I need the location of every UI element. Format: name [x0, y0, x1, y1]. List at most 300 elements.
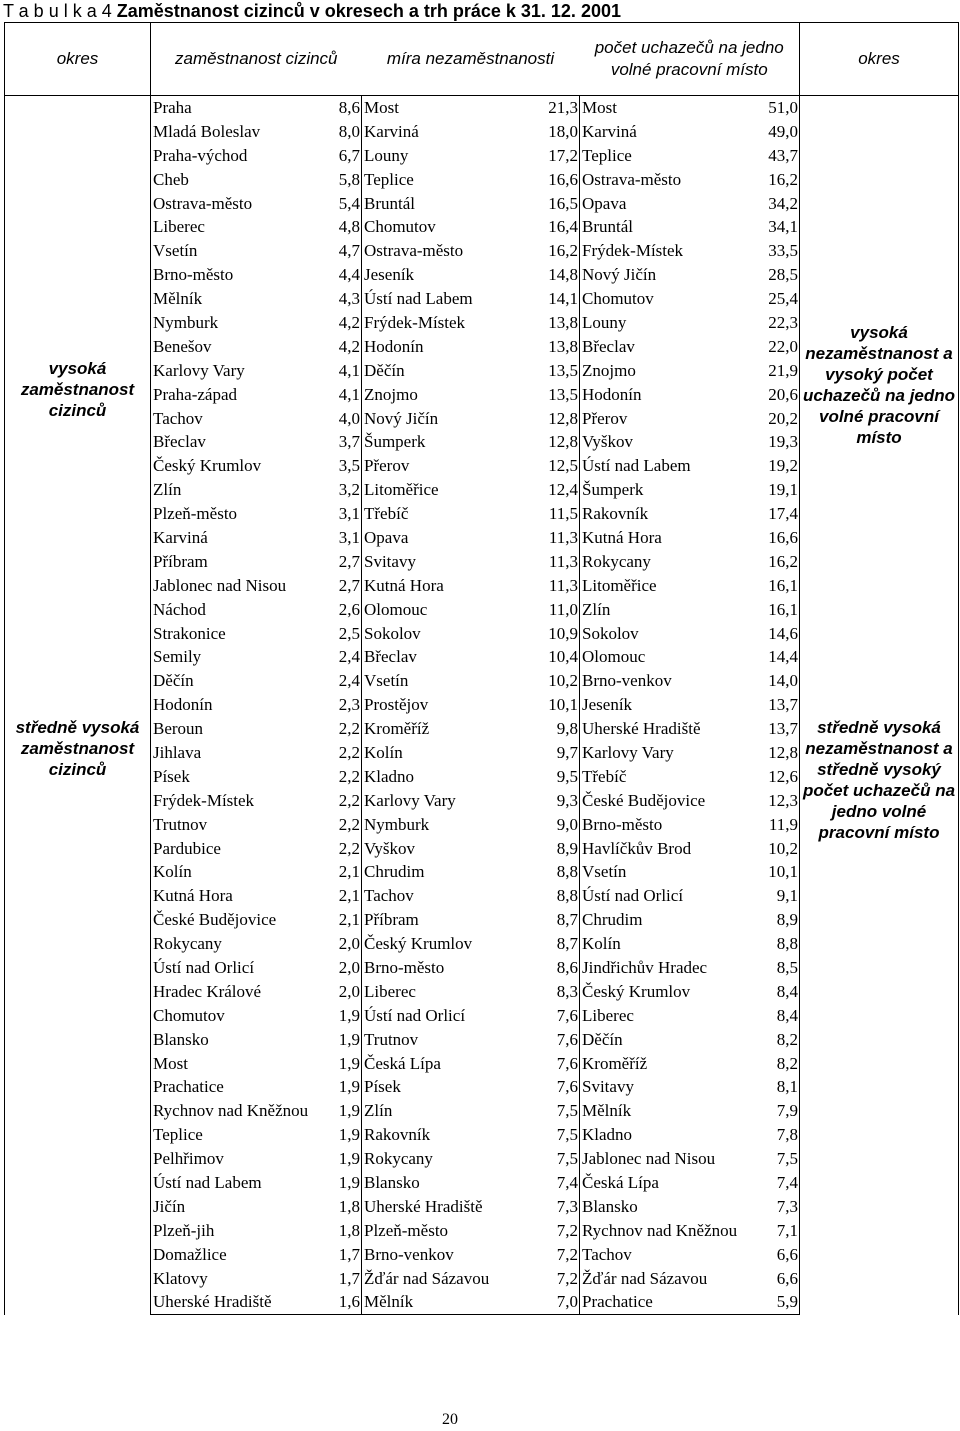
mira-value: 10,1	[544, 693, 580, 717]
pocet-value: 14,4	[762, 645, 800, 669]
okres-name: Tachov	[362, 884, 544, 908]
mira-value: 7,6	[544, 1004, 580, 1028]
mira-value: 16,6	[544, 168, 580, 192]
mira-value: 8,3	[544, 980, 580, 1004]
pocet-value: 7,8	[762, 1123, 800, 1147]
okres-name: Hodonín	[580, 383, 762, 407]
okres-name: Most	[151, 1052, 332, 1076]
okres-name: Příbram	[151, 550, 332, 574]
mira-value: 16,4	[544, 215, 580, 239]
mira-value: 9,0	[544, 813, 580, 837]
okres-name: Prachatice	[151, 1076, 332, 1100]
okres-name: Trutnov	[362, 1028, 544, 1052]
okres-name: Třebíč	[362, 502, 544, 526]
mira-value: 8,7	[544, 908, 580, 932]
okres-name: Sokolov	[580, 622, 762, 646]
okres-name: Semily	[151, 645, 332, 669]
pocet-value: 16,2	[762, 550, 800, 574]
okres-name: Liberec	[362, 980, 544, 1004]
mira-value: 7,5	[544, 1147, 580, 1171]
okres-name: Brno-město	[580, 813, 762, 837]
okres-name: Kroměříž	[362, 717, 544, 741]
pocet-value: 12,8	[762, 741, 800, 765]
pocet-value: 25,4	[762, 287, 800, 311]
mira-value: 7,4	[544, 1171, 580, 1195]
okres-name: Teplice	[151, 1123, 332, 1147]
okres-name: Frýdek-Místek	[580, 239, 762, 263]
okres-name: Mělník	[362, 1291, 544, 1315]
okres-name: Plzeň-jih	[151, 1219, 332, 1243]
zamestnanost-value: 4,2	[332, 311, 362, 335]
okres-name: Jablonec nad Nisou	[151, 574, 332, 598]
group-label-left-high: vysoká zaměstnanost cizinců	[5, 96, 151, 718]
mira-value: 7,0	[544, 1291, 580, 1315]
header-row	[5, 23, 959, 96]
okres-name: Mladá Boleslav	[151, 120, 332, 144]
zamestnanost-value: 4,1	[332, 383, 362, 407]
okres-name: Břeclav	[362, 645, 544, 669]
mira-value: 10,2	[544, 669, 580, 693]
mira-value: 10,9	[544, 622, 580, 646]
pocet-value: 8,9	[762, 908, 800, 932]
data-table	[4, 22, 959, 1315]
pocet-value: 16,6	[762, 526, 800, 550]
okres-name: Rychnov nad Kněžnou	[151, 1099, 332, 1123]
zamestnanost-value: 8,6	[332, 96, 362, 120]
mira-value: 7,2	[544, 1267, 580, 1291]
header-okres-right: okres	[800, 23, 959, 96]
okres-name: Chomutov	[151, 1004, 332, 1028]
mira-value: 11,0	[544, 598, 580, 622]
pocet-value: 9,1	[762, 884, 800, 908]
okres-name: Mělník	[151, 287, 332, 311]
okres-name: Beroun	[151, 717, 332, 741]
mira-value: 12,8	[544, 407, 580, 431]
pocet-value: 16,2	[762, 168, 800, 192]
okres-name: Blansko	[580, 1195, 762, 1219]
zamestnanost-value: 3,5	[332, 454, 362, 478]
okres-name: Hodonín	[362, 335, 544, 359]
okres-name: Cheb	[151, 168, 332, 192]
okres-name: Zlín	[362, 1099, 544, 1123]
okres-name: Praha	[151, 96, 332, 120]
mira-value: 8,7	[544, 932, 580, 956]
okres-name: Česká Lípa	[362, 1052, 544, 1076]
okres-name: Trutnov	[151, 813, 332, 837]
pocet-value: 43,7	[762, 144, 800, 168]
okres-name: Brno-venkov	[580, 669, 762, 693]
zamestnanost-value: 2,1	[332, 861, 362, 885]
mira-value: 18,0	[544, 120, 580, 144]
okres-name: Sokolov	[362, 622, 544, 646]
okres-name: Zlín	[580, 598, 762, 622]
okres-name: Olomouc	[580, 645, 762, 669]
zamestnanost-value: 4,1	[332, 359, 362, 383]
okres-name: Český Krumlov	[151, 454, 332, 478]
zamestnanost-value: 5,8	[332, 168, 362, 192]
okres-name: Zlín	[151, 478, 332, 502]
okres-name: Jihlava	[151, 741, 332, 765]
zamestnanost-value: 1,9	[332, 1171, 362, 1195]
okres-name: Kutná Hora	[151, 884, 332, 908]
zamestnanost-value: 2,0	[332, 932, 362, 956]
okres-name: Ústí nad Labem	[580, 454, 762, 478]
okres-name: Ústí nad Orlicí	[580, 884, 762, 908]
pocet-value: 49,0	[762, 120, 800, 144]
okres-name: Uherské Hradiště	[362, 1195, 544, 1219]
okres-name: Vsetín	[362, 669, 544, 693]
okres-name: Ostrava-město	[151, 192, 332, 216]
okres-name: Karviná	[580, 120, 762, 144]
okres-name: Teplice	[362, 168, 544, 192]
okres-name: Brno-město	[362, 956, 544, 980]
okres-name: Plzeň-město	[151, 502, 332, 526]
okres-name: Chrudim	[580, 908, 762, 932]
okres-name: Nymburk	[362, 813, 544, 837]
okres-name: Most	[580, 96, 762, 120]
okres-name: Mělník	[580, 1099, 762, 1123]
mira-value: 8,8	[544, 884, 580, 908]
okres-name: Prachatice	[580, 1291, 762, 1315]
header-zamestnanost: zaměstnanost cizinců	[151, 23, 362, 96]
zamestnanost-value: 1,9	[332, 1028, 362, 1052]
okres-name: Kolín	[362, 741, 544, 765]
pocet-value: 20,6	[762, 383, 800, 407]
pocet-value: 6,6	[762, 1267, 800, 1291]
okres-name: Uherské Hradiště	[580, 717, 762, 741]
pocet-value: 28,5	[762, 263, 800, 287]
zamestnanost-value: 5,4	[332, 192, 362, 216]
okres-name: Vyškov	[362, 837, 544, 861]
zamestnanost-value: 1,9	[332, 1099, 362, 1123]
okres-name: Frýdek-Místek	[151, 789, 332, 813]
okres-name: Třebíč	[580, 765, 762, 789]
zamestnanost-value: 4,4	[332, 263, 362, 287]
zamestnanost-value: 4,3	[332, 287, 362, 311]
mira-value: 7,2	[544, 1243, 580, 1267]
header-mira: míra nezaměstnanosti	[362, 23, 580, 96]
okres-name: Karviná	[151, 526, 332, 550]
pocet-value: 13,7	[762, 693, 800, 717]
okres-name: Vyškov	[580, 430, 762, 454]
okres-name: Frýdek-Místek	[362, 311, 544, 335]
okres-name: Bruntál	[362, 192, 544, 216]
mira-value: 13,5	[544, 359, 580, 383]
okres-name: Praha-východ	[151, 144, 332, 168]
mira-value: 12,8	[544, 430, 580, 454]
zamestnanost-value: 4,7	[332, 239, 362, 263]
okres-name: České Budějovice	[580, 789, 762, 813]
mira-value: 12,4	[544, 478, 580, 502]
okres-name: Ústí nad Labem	[151, 1171, 332, 1195]
okres-name: Děčín	[362, 359, 544, 383]
okres-name: Kolín	[580, 932, 762, 956]
pocet-value: 8,4	[762, 980, 800, 1004]
okres-name: Kladno	[362, 765, 544, 789]
okres-name: Žďár nad Sázavou	[580, 1267, 762, 1291]
okres-name: Písek	[362, 1076, 544, 1100]
pocet-value: 19,2	[762, 454, 800, 478]
okres-name: Karlovy Vary	[362, 789, 544, 813]
zamestnanost-value: 2,7	[332, 550, 362, 574]
group-label-left-mid: středně vysoká zaměstnanost cizinců	[5, 717, 151, 1315]
pocet-value: 34,2	[762, 192, 800, 216]
okres-name: Přerov	[580, 407, 762, 431]
pocet-value: 22,0	[762, 335, 800, 359]
pocet-value: 14,6	[762, 622, 800, 646]
okres-name: Jeseník	[580, 693, 762, 717]
okres-name: Louny	[362, 144, 544, 168]
pocet-value: 8,2	[762, 1028, 800, 1052]
zamestnanost-value: 2,2	[332, 717, 362, 741]
mira-value: 8,9	[544, 837, 580, 861]
okres-name: Jičín	[151, 1195, 332, 1219]
mira-value: 16,5	[544, 192, 580, 216]
okres-name: Nový Jičín	[362, 407, 544, 431]
okres-name: Příbram	[362, 908, 544, 932]
okres-name: Český Krumlov	[362, 932, 544, 956]
okres-name: Chomutov	[362, 215, 544, 239]
mira-value: 13,8	[544, 311, 580, 335]
pocet-value: 16,1	[762, 598, 800, 622]
pocet-value: 11,9	[762, 813, 800, 837]
okres-name: Rakovník	[362, 1123, 544, 1147]
okres-name: Tachov	[151, 407, 332, 431]
pocet-value: 19,3	[762, 430, 800, 454]
mira-value: 11,3	[544, 574, 580, 598]
okres-name: Domažlice	[151, 1243, 332, 1267]
group-label-right-mid: středně vysoká nezaměstnanost a středně vysoký počet uchazečů na jedno volné pracovní místo	[800, 717, 959, 1315]
okres-name: Bruntál	[580, 215, 762, 239]
okres-name: Brno-město	[151, 263, 332, 287]
okres-name: Tachov	[580, 1243, 762, 1267]
okres-name: Znojmo	[362, 383, 544, 407]
okres-name: Děčín	[151, 669, 332, 693]
zamestnanost-value: 2,1	[332, 908, 362, 932]
zamestnanost-value: 2,5	[332, 622, 362, 646]
mira-value: 8,6	[544, 956, 580, 980]
okres-name: Kladno	[580, 1123, 762, 1147]
pocet-value: 20,2	[762, 407, 800, 431]
zamestnanost-value: 1,9	[332, 1004, 362, 1028]
pocet-value: 7,4	[762, 1171, 800, 1195]
mira-value: 11,3	[544, 526, 580, 550]
okres-name: Chomutov	[580, 287, 762, 311]
okres-name: Litoměřice	[362, 478, 544, 502]
okres-name: Kroměříž	[580, 1052, 762, 1076]
pocet-value: 5,9	[762, 1291, 800, 1315]
okres-name: Blansko	[151, 1028, 332, 1052]
pocet-value: 8,8	[762, 932, 800, 956]
pocet-value: 12,6	[762, 765, 800, 789]
zamestnanost-value: 4,0	[332, 407, 362, 431]
okres-name: Hradec Králové	[151, 980, 332, 1004]
okres-name: Strakonice	[151, 622, 332, 646]
pocet-value: 21,9	[762, 359, 800, 383]
mira-value: 10,4	[544, 645, 580, 669]
okres-name: Nymburk	[151, 311, 332, 335]
okres-name: Přerov	[362, 454, 544, 478]
okres-name: Rokycany	[362, 1147, 544, 1171]
okres-name: Opava	[362, 526, 544, 550]
okres-name: Blansko	[362, 1171, 544, 1195]
okres-name: Jindřichův Hradec	[580, 956, 762, 980]
okres-name: Děčín	[580, 1028, 762, 1052]
pocet-value: 10,2	[762, 837, 800, 861]
okres-name: Jeseník	[362, 263, 544, 287]
mira-value: 9,3	[544, 789, 580, 813]
okres-name: Rychnov nad Kněžnou	[580, 1219, 762, 1243]
zamestnanost-value: 2,2	[332, 741, 362, 765]
zamestnanost-value: 1,8	[332, 1195, 362, 1219]
okres-name: Klatovy	[151, 1267, 332, 1291]
okres-name: Pardubice	[151, 837, 332, 861]
zamestnanost-value: 4,2	[332, 335, 362, 359]
mira-value: 21,3	[544, 96, 580, 120]
okres-name: Rakovník	[580, 502, 762, 526]
okres-name: Chrudim	[362, 861, 544, 885]
mira-value: 11,5	[544, 502, 580, 526]
zamestnanost-value: 2,4	[332, 645, 362, 669]
page-title	[3, 0, 621, 22]
okres-name: Svitavy	[362, 550, 544, 574]
okres-name: Znojmo	[580, 359, 762, 383]
mira-value: 9,8	[544, 717, 580, 741]
pocet-value: 7,9	[762, 1099, 800, 1123]
table-row	[5, 717, 959, 741]
okres-name: Karviná	[362, 120, 544, 144]
zamestnanost-value: 2,3	[332, 693, 362, 717]
zamestnanost-value: 2,2	[332, 789, 362, 813]
mira-value: 14,1	[544, 287, 580, 311]
mira-value: 7,6	[544, 1076, 580, 1100]
mira-value: 9,5	[544, 765, 580, 789]
pocet-value: 8,4	[762, 1004, 800, 1028]
okres-name: Louny	[580, 311, 762, 335]
pocet-value: 19,1	[762, 478, 800, 502]
pocet-value: 7,5	[762, 1147, 800, 1171]
mira-value: 8,8	[544, 861, 580, 885]
pocet-value: 8,2	[762, 1052, 800, 1076]
zamestnanost-value: 2,1	[332, 884, 362, 908]
zamestnanost-value: 1,9	[332, 1123, 362, 1147]
zamestnanost-value: 8,0	[332, 120, 362, 144]
okres-name: Opava	[580, 192, 762, 216]
okres-name: Vsetín	[151, 239, 332, 263]
pocet-value: 34,1	[762, 215, 800, 239]
okres-name: Karlovy Vary	[580, 741, 762, 765]
okres-name: Brno-venkov	[362, 1243, 544, 1267]
okres-name: Břeclav	[151, 430, 332, 454]
okres-name: Praha-západ	[151, 383, 332, 407]
okres-name: Benešov	[151, 335, 332, 359]
okres-name: Svitavy	[580, 1076, 762, 1100]
zamestnanost-value: 2,0	[332, 956, 362, 980]
okres-name: Liberec	[151, 215, 332, 239]
zamestnanost-value: 1,7	[332, 1243, 362, 1267]
mira-value: 16,2	[544, 239, 580, 263]
okres-name: Havlíčkův Brod	[580, 837, 762, 861]
mira-value: 13,5	[544, 383, 580, 407]
okres-name: Pelhřimov	[151, 1147, 332, 1171]
header-okres-left: okres	[5, 23, 151, 96]
mira-value: 7,6	[544, 1028, 580, 1052]
pocet-value: 10,1	[762, 861, 800, 885]
okres-name: Kutná Hora	[580, 526, 762, 550]
pocet-value: 7,3	[762, 1195, 800, 1219]
table-body	[5, 23, 959, 1315]
okres-name: Šumperk	[362, 430, 544, 454]
mira-value: 9,7	[544, 741, 580, 765]
zamestnanost-value: 6,7	[332, 144, 362, 168]
zamestnanost-value: 2,6	[332, 598, 362, 622]
pocet-value: 8,5	[762, 956, 800, 980]
okres-name: Most	[362, 96, 544, 120]
okres-name: Rokycany	[580, 550, 762, 574]
pocet-value: 7,1	[762, 1219, 800, 1243]
zamestnanost-value: 2,2	[332, 837, 362, 861]
okres-name: Kutná Hora	[362, 574, 544, 598]
okres-name: Ústí nad Orlicí	[151, 956, 332, 980]
zamestnanost-value: 1,9	[332, 1147, 362, 1171]
zamestnanost-value: 2,4	[332, 669, 362, 693]
mira-value: 17,2	[544, 144, 580, 168]
table-row	[5, 96, 959, 120]
pocet-value: 6,6	[762, 1243, 800, 1267]
okres-name: Teplice	[580, 144, 762, 168]
okres-name: Ústí nad Labem	[362, 287, 544, 311]
okres-name: Hodonín	[151, 693, 332, 717]
okres-name: Uherské Hradiště	[151, 1291, 332, 1315]
mira-value: 13,8	[544, 335, 580, 359]
zamestnanost-value: 1,7	[332, 1267, 362, 1291]
mira-value: 7,5	[544, 1123, 580, 1147]
okres-name: Náchod	[151, 598, 332, 622]
mira-value: 7,6	[544, 1052, 580, 1076]
mira-value: 7,3	[544, 1195, 580, 1219]
okres-name: Ostrava-město	[362, 239, 544, 263]
okres-name: Šumperk	[580, 478, 762, 502]
pocet-value: 8,1	[762, 1076, 800, 1100]
zamestnanost-value: 2,2	[332, 765, 362, 789]
pocet-value: 17,4	[762, 502, 800, 526]
okres-name: Břeclav	[580, 335, 762, 359]
table-label: T a b u l k a 4	[3, 1, 117, 21]
okres-name: České Budějovice	[151, 908, 332, 932]
okres-name: Česká Lípa	[580, 1171, 762, 1195]
header-pocet: počet uchazečů na jedno volné pracovní místo	[580, 23, 800, 96]
okres-name: Olomouc	[362, 598, 544, 622]
mira-value: 7,2	[544, 1219, 580, 1243]
zamestnanost-value: 1,9	[332, 1052, 362, 1076]
pocet-value: 13,7	[762, 717, 800, 741]
pocet-value: 16,1	[762, 574, 800, 598]
group-label-right-high: vysoká nezaměstnanost a vysoký počet uchazečů na jedno volné pracovní místo	[800, 96, 959, 718]
okres-name: Karlovy Vary	[151, 359, 332, 383]
zamestnanost-value: 2,2	[332, 813, 362, 837]
table-title: Zaměstnanost cizinců v okresech a trh práce k 31. 12. 2001	[116, 1, 621, 21]
page-number: 20	[442, 1411, 458, 1428]
zamestnanost-value: 3,1	[332, 502, 362, 526]
pocet-value: 33,5	[762, 239, 800, 263]
mira-value: 11,3	[544, 550, 580, 574]
mira-value: 12,5	[544, 454, 580, 478]
zamestnanost-value: 1,6	[332, 1291, 362, 1315]
okres-name: Prostějov	[362, 693, 544, 717]
okres-name: Nový Jičín	[580, 263, 762, 287]
okres-name: Plzeň-město	[362, 1219, 544, 1243]
zamestnanost-value: 2,0	[332, 980, 362, 1004]
